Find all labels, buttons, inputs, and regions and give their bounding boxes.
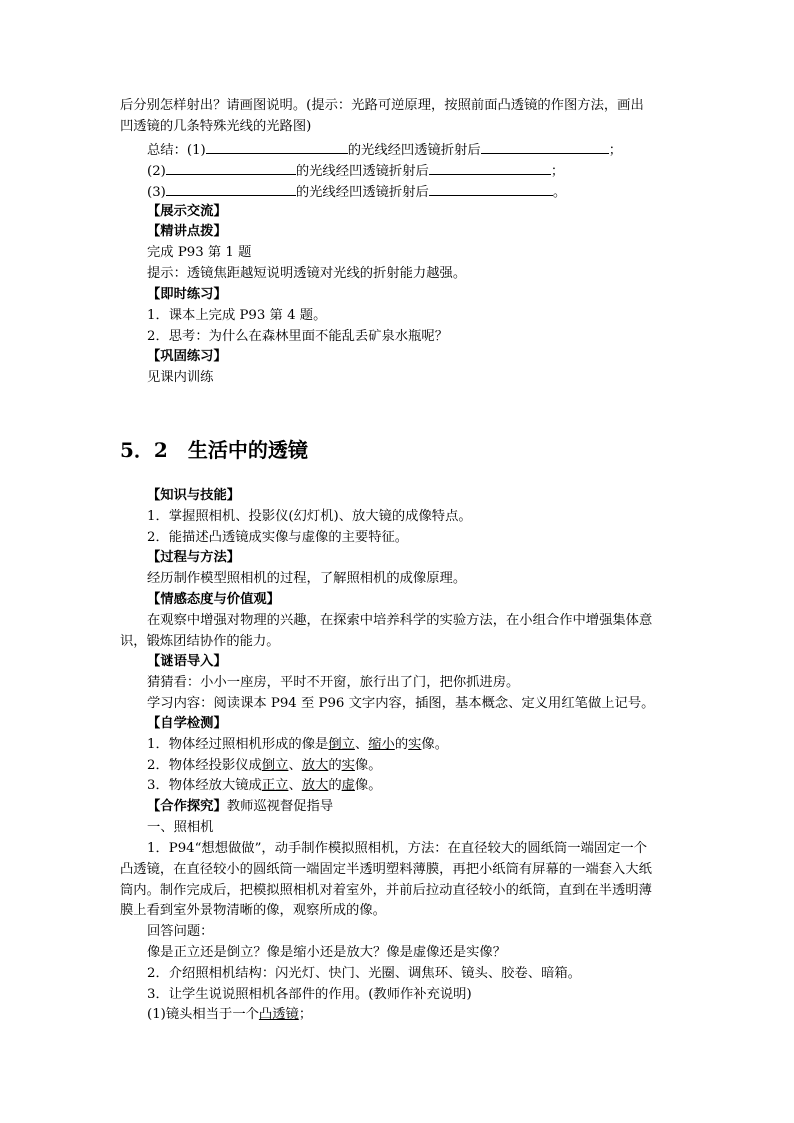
summary-row-3 xyxy=(147,181,707,203)
riddle-text: 猜猜看：小小一座房，平时不开窗，旅行出了门，把你抓进房。 xyxy=(147,675,520,690)
see-training: 见课内训练 xyxy=(147,370,214,385)
answer-blank[interactable] xyxy=(166,160,296,175)
summary-text: 的光线经凹透镜折射后 xyxy=(295,164,429,179)
answer: 放大 xyxy=(301,778,329,793)
intro-line-2: 凹透镜的几条特殊光线的光路图) xyxy=(120,119,312,134)
heading-guocheng: 【过程与方法】 xyxy=(147,550,241,565)
study-content: 学习内容：阅读课本 P94 至 P96 文字内容，插图，基本概念、定义用红笔做上记号。 xyxy=(147,696,655,711)
knowledge-1: 1．掌握照相机、投影仪(幻灯机)、放大镜的成像特点。 xyxy=(147,509,472,524)
check-text: 的 xyxy=(328,778,342,793)
summary-row-2 xyxy=(147,160,707,182)
hezuo-line xyxy=(147,797,707,817)
answer: 正立 xyxy=(261,778,289,793)
section-title: 5．2 生活中的透镜 xyxy=(120,438,308,462)
knowledge-2: 2．能描述凸透镜成实像与虚像的主要特征。 xyxy=(147,530,409,545)
punctuation: ； xyxy=(608,143,622,158)
parts-text: 3．让学生说说照相机各部件的作用。(教师作补充说明) xyxy=(147,987,472,1002)
answer-blank[interactable] xyxy=(481,139,609,154)
answer-label: 回答问题： xyxy=(147,924,214,939)
answer-blank[interactable] xyxy=(429,160,551,175)
para-line-1: 1．P94“想想做做”，动手制作模拟照相机，方法：在直径较大的圆纸筒一端固定一个 xyxy=(147,841,648,856)
answer: 缩小 xyxy=(368,737,395,752)
question-text: 像是正立还是倒立？像是缩小还是放大？像是虚像还是实像？ xyxy=(147,945,507,960)
check-3 xyxy=(147,776,707,796)
check-text: 的 xyxy=(394,737,409,752)
heading-jishi: 【即时练习】 xyxy=(147,287,227,302)
answer-blank[interactable] xyxy=(166,181,296,196)
punctuation: 、 xyxy=(288,758,302,773)
check-text: 像。 xyxy=(354,778,382,793)
summary-number: (2) xyxy=(147,164,166,179)
check-text: 3．物体经放大镜成 xyxy=(147,778,262,793)
answer-blank[interactable] xyxy=(206,139,348,154)
summary-label: 总结：(1) xyxy=(147,143,206,158)
punctuation: 、 xyxy=(354,737,369,752)
heading-zhanshi: 【展示交流】 xyxy=(147,204,227,219)
answer: 倒立 xyxy=(261,758,289,773)
heading-gonggu: 【巩固练习】 xyxy=(147,349,227,364)
check-text: 1．物体经过照相机形成的像是 xyxy=(147,737,329,752)
para-line-3: 筒内。制作完成后，把模拟照相机对着室外，并前后拉动直径较小的纸筒，直到在半透明薄 xyxy=(120,883,652,898)
subsection-camera: 一、照相机 xyxy=(147,820,214,835)
summary-text: 的光线经凹透镜折射后 xyxy=(347,143,481,158)
punctuation: 、 xyxy=(288,778,302,793)
lens-text: (1)镜头相当于一个 xyxy=(147,1007,259,1022)
check-2 xyxy=(147,756,707,776)
exercise-1: 1．课本上完成 P93 第 4 题。 xyxy=(147,308,327,323)
structure-text: 2．介绍照相机结构：闪光灯、快门、光圈、调焦环、镜头、胶卷、暗箱。 xyxy=(147,966,581,981)
punctuation: 。 xyxy=(552,185,567,200)
answer: 放大 xyxy=(301,758,329,773)
task-text: 完成 P93 第 1 题 xyxy=(147,245,252,260)
punctuation: ； xyxy=(550,164,565,179)
tip-text: 提示：透镜焦距越短说明透镜对光线的折射能力越强。 xyxy=(147,266,467,281)
intro-line-1: 后分别怎样射出？请画图说明。(提示：光路可逆原理，按照前面凸透镜的作图方法，画出 xyxy=(120,98,644,113)
process-text: 经历制作模型照相机的过程，了解照相机的成像原理。 xyxy=(147,571,467,586)
heading-qinggan: 【情感态度与价值观】 xyxy=(147,592,280,607)
summary-row-1 xyxy=(147,139,707,161)
answer: 凸透镜 xyxy=(258,1007,299,1022)
answer: 倒立 xyxy=(328,737,355,752)
heading-zixue: 【自学检测】 xyxy=(147,716,227,731)
check-text: 2．物体经投影仪成 xyxy=(147,758,262,773)
heading-miyu: 【谜语导入】 xyxy=(147,654,227,669)
answer: 实 xyxy=(408,737,422,752)
lens-line xyxy=(147,1005,707,1025)
heading-zhishi: 【知识与技能】 xyxy=(147,488,241,503)
check-text: 像。 xyxy=(421,737,448,752)
check-text: 像。 xyxy=(354,758,382,773)
answer: 实 xyxy=(341,758,355,773)
attitude-line-1: 在观察中增强对物理的兴趣，在探索中培养科学的实验方法，在小组合作中增强集体意 xyxy=(147,613,653,628)
answer-blank[interactable] xyxy=(429,181,553,196)
hezuo-text: 教师巡视督促指导 xyxy=(226,799,334,814)
exercise-2: 2．思考：为什么在森林里面不能乱丢矿泉水瓶呢？ xyxy=(147,329,448,344)
para-line-2: 凸透镜，在直径较小的圆纸筒一端固定半透明塑料薄膜，再把小纸筒有屏幕的一端套入大纸 xyxy=(120,862,652,877)
para-line-4: 膜上看到室外景物清晰的像，观察所成的像。 xyxy=(120,903,386,918)
summary-number: (3) xyxy=(147,185,166,200)
heading-hezuo: 【合作探究】 xyxy=(147,799,227,814)
check-1 xyxy=(147,735,707,755)
punctuation: ； xyxy=(298,1007,313,1022)
attitude-line-2: 识，锻炼团结协作的能力。 xyxy=(120,634,280,649)
check-text: 的 xyxy=(328,758,342,773)
heading-jingjiang: 【精讲点拨】 xyxy=(147,224,227,239)
answer: 虚 xyxy=(341,778,355,793)
summary-text: 的光线经凹透镜折射后 xyxy=(295,185,429,200)
